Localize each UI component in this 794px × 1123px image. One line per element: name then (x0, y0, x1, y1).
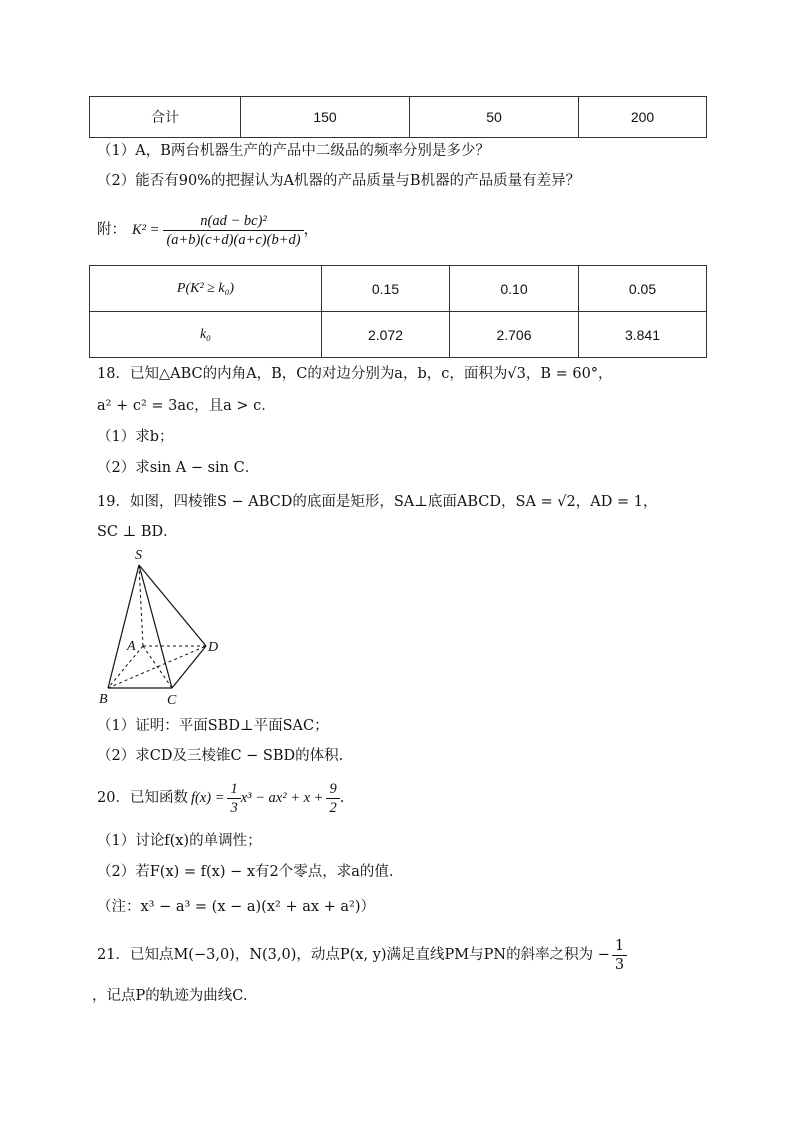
q19-part1: （1）证明：平面SBD⊥平面SAC； (97, 718, 329, 734)
edge-SC (139, 565, 172, 688)
formula-denominator: (a+b)(c+d)(a+c)(b+d) (166, 231, 301, 248)
denominator: 3 (230, 799, 238, 816)
table-row (90, 97, 707, 138)
table-cell: 50 (410, 97, 579, 138)
label-D: D (208, 640, 219, 655)
table-row (90, 266, 707, 312)
table-cell: 200 (579, 97, 707, 138)
label-S: S (135, 548, 142, 563)
q17-part1: （1）A，B两台机器生产的产品中二级品的频率分别是多少？ (97, 143, 490, 159)
fraction-one-third (612, 937, 627, 974)
table-cell: 2.706 (450, 312, 579, 358)
edge-CD (172, 646, 206, 688)
q19-part2: （2）求CD及三棱锥C − SBD的体积. (97, 748, 344, 764)
q18-stem-line1: 18．已知△ABC的内角A，B，C的对边分别为a，b，c，面积为√3，B = 60°， (97, 366, 613, 382)
table-row (90, 312, 707, 358)
q19-stem-line2: SC ⊥ BD． (97, 524, 178, 540)
table-cell: 0.10 (450, 266, 579, 312)
denominator: 3 (614, 956, 625, 973)
numerator: 1 (227, 780, 240, 799)
fraction-nine-halves (326, 780, 339, 817)
table-cell: 2.072 (322, 312, 450, 358)
label-A: A (127, 639, 136, 654)
q20-stem (97, 778, 344, 818)
numerator: 9 (326, 780, 339, 799)
q20-mid: x³ − ax² + x + (240, 790, 324, 806)
appendix-label: 附： (97, 222, 126, 238)
edge-AC (143, 646, 172, 688)
q20-prefix: 20．已知函数 (97, 790, 188, 806)
edge-SD (139, 565, 206, 646)
formula-numerator: n(ad − bc)² (163, 212, 303, 231)
numerator: 1 (612, 937, 627, 956)
table-cell: 3.841 (579, 312, 707, 358)
q18-part1: （1）求b； (97, 429, 174, 445)
table-cell: 0.15 (322, 266, 450, 312)
chi-square-formula (97, 210, 318, 250)
q18-part2: （2）求sin A − sin C． (97, 460, 260, 476)
q18-stem-line2: a² + c² = 3ac，且a > c． (97, 398, 276, 414)
critical-value-table (89, 265, 707, 358)
table-totals (89, 96, 707, 138)
q20-part2: （2）若F(x) = f(x) − x有2个零点，求a的值. (97, 864, 394, 880)
q17-part2: （2）能否有90%的把握认为A机器的产品质量与B机器的产品质量有差异？ (97, 173, 581, 189)
label-C: C (167, 693, 177, 708)
q19-stem-line1: 19．如图，四棱锥S − ABCD的底面是矩形，SA⊥底面ABCD，SA = √2，AD = 1， (97, 494, 658, 510)
formula-lhs: K² = (132, 222, 160, 238)
pyramid-figure (95, 545, 225, 710)
table-cell: k₀ (90, 312, 322, 358)
q20-end: . (339, 790, 345, 806)
table-cell: 150 (241, 97, 410, 138)
q20-fx: f(x) = (190, 790, 225, 806)
table-cell: 0.05 (579, 266, 707, 312)
denominator: 2 (329, 799, 337, 816)
q20-note: （注：x³ − a³ = (x − a)(x² + ax + a²)） (97, 899, 376, 915)
q21-text: 21．已知点M(−3,0)，N(3,0)，动点P(x, y)满足直线PM与PN的斜率之积为 − (97, 947, 610, 963)
fraction-one-third (227, 780, 240, 817)
formula-tail: ， (303, 222, 319, 238)
table-cell: 合计 (90, 97, 241, 138)
formula-fraction (163, 212, 303, 249)
q21-stem-line1 (97, 935, 627, 975)
table-cell: P(K² ≥ k₀) (90, 266, 322, 312)
q20-part1: （1）讨论f(x)的单调性； (97, 833, 262, 849)
label-B: B (99, 692, 108, 707)
q21-stem-line2: ，记点P的轨迹为曲线C. (92, 988, 248, 1004)
